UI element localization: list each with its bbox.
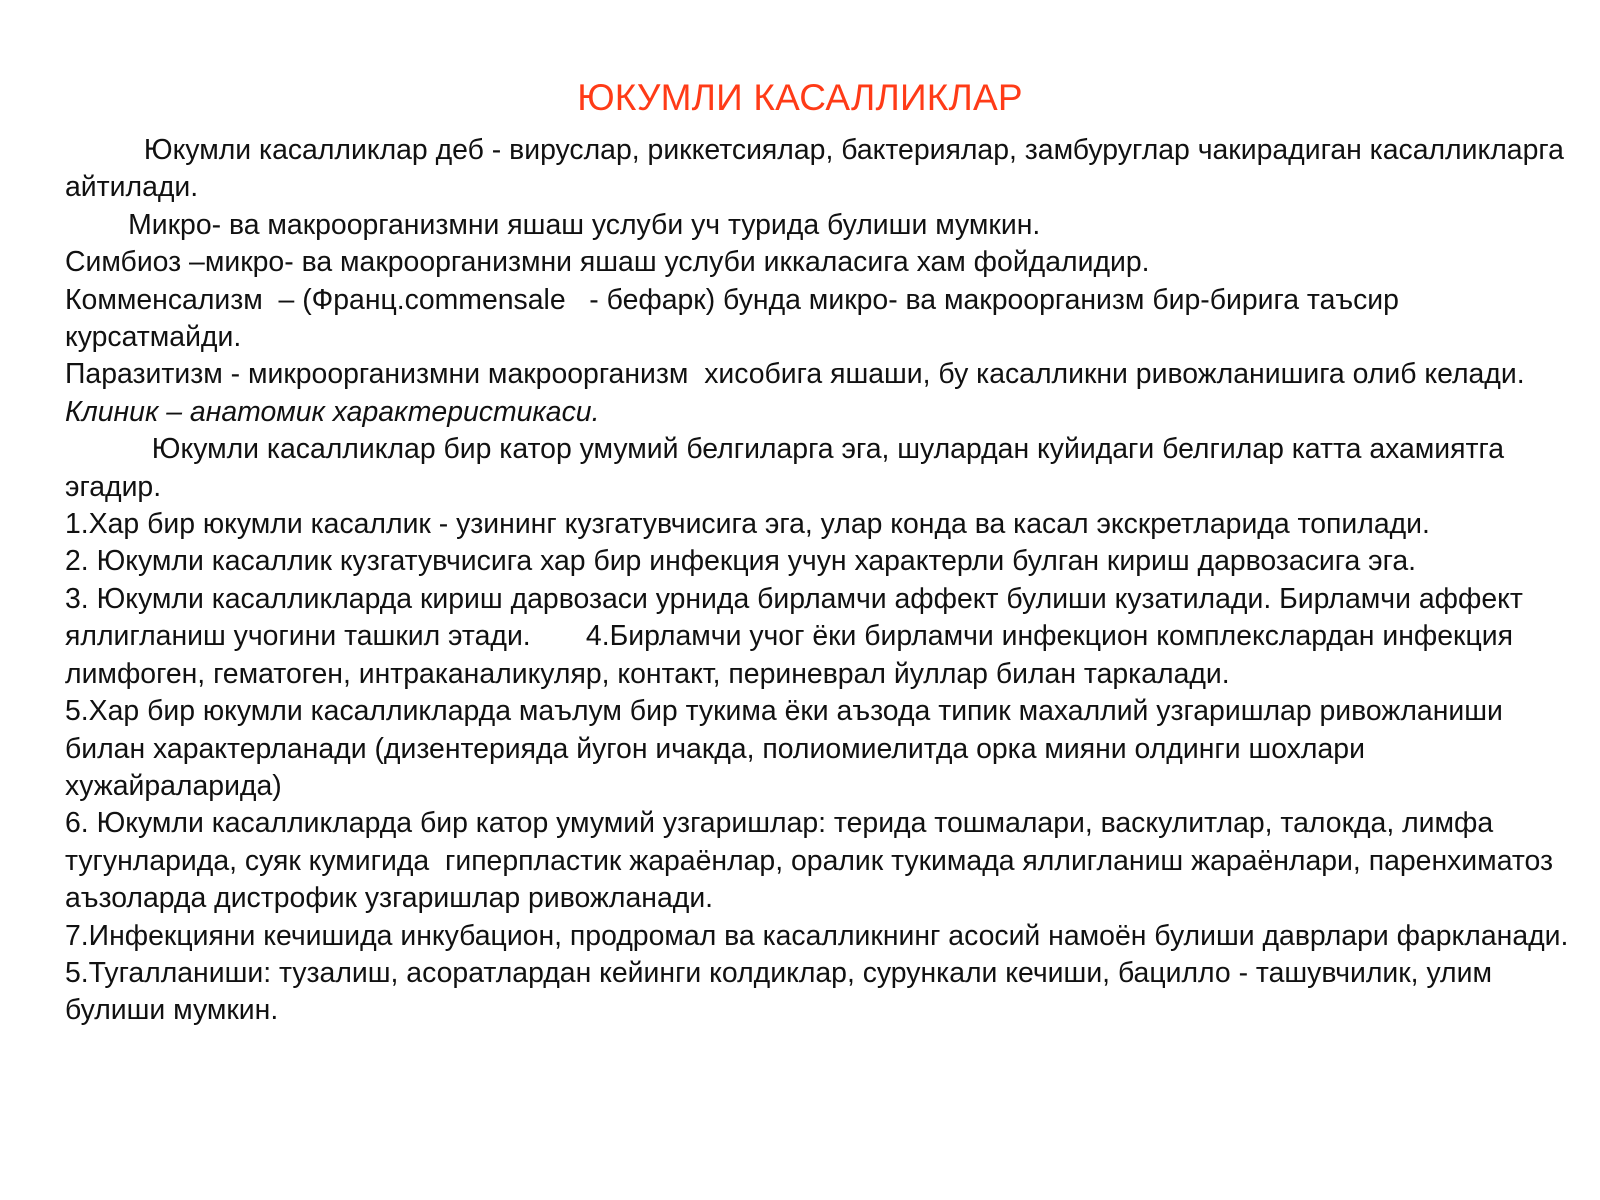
paragraph-symbiosis: Симбиоз –микро- ва макроорганизмни яшаш услуби иккаласига хам фойдалидир.	[65, 246, 1150, 279]
list-item-2: 2. Юкумли касаллик кузгатувчисига хар бир инфекция учун характерли булган кириш дарвозасига эга.	[65, 545, 1417, 578]
slide-title: ЮКУМЛИ КАСАЛЛИКЛАР	[577, 77, 1023, 118]
paragraph-commensalism: Комменсализм – (Франц.commensale - бефарк) бунда микро- ва макроорганизм бир-бирига таъсир курсатмайди.	[65, 283, 1407, 354]
list-item-1: 1.Хар бир юкумли касаллик - узининг кузгатувчисига эга, улар конда ва касал экскретларида топилади.	[65, 508, 1430, 541]
paragraph-definition: Юкумли касалликлар деб - вируслар, риккетсиялар, бактериялар, замбуруглар чакирадиган касалликларга айтилади.	[65, 134, 1572, 204]
paragraph-parasitism: Паразитизм - микроорганизмни макроорганизм хисобига яшаши, бу касалликни ривожланишига олиб келади.	[65, 358, 1525, 391]
list-item-7: 7.Инфекцияни кечишида инкубацион, продромал ва касалликнинг асосий намоён булиши даврлари фаркланади.	[65, 919, 1569, 952]
paragraph-common-signs: Юкумли касалликлар бир катор умумий белгиларга эга, шулардан куйидаги белгилар катта ахамиятга эгадир.	[65, 433, 1512, 503]
paragraph-lifestyle: Микро- ва макроорганизмни яшаш услуби уч турида булиши мумкин.	[65, 208, 1041, 241]
subheading-clinical-anatomical: Клиник – анатомик характеристикаси.	[65, 395, 600, 428]
list-item-3-4: 3. Юкумли касалликларда кириш дарвозаси урнида бирламчи аффект булиши кузатилади. Бирламчи аффект яллигланиш учогини ташкил этади. 4.Бирламчи учог ёки бирламчи инфекцион комплекслардан инфекция лимфоген, гематоген, интраканаликуляр, контакт, периневрал йуллар билан таркалади.	[65, 582, 1531, 690]
list-item-outcome: 5.Тугалланиши: тузалиш, асоратлардан кейинги колдиклар, сурункали кечиши, бацилло - ташувчилик, улим булиши мумкин.	[65, 956, 1500, 1027]
list-item-6: 6. Юкумли касалликларда бир катор умумий узгаришлар: терида тошмалари, васкулитлар, талокда, лимфа тугунларида, суяк кумигида гиперпластик жараёнлар, оралик тукимада яллигланиш жараёнлари, паренхиматоз аъзоларда дистрофик узгаришлар ривожланади.	[65, 807, 1561, 915]
slide-body	[65, 132, 1575, 1030]
list-item-5: 5.Хар бир юкумли касалликларда маълум бир тукима ёки аъзода типик махаллий узгаришлар ривожланиши билан характерланади (дизентерияда йугон ичакда, полиомиелитда орка мияни олдинги шохлари хужайраларида)	[65, 695, 1511, 802]
